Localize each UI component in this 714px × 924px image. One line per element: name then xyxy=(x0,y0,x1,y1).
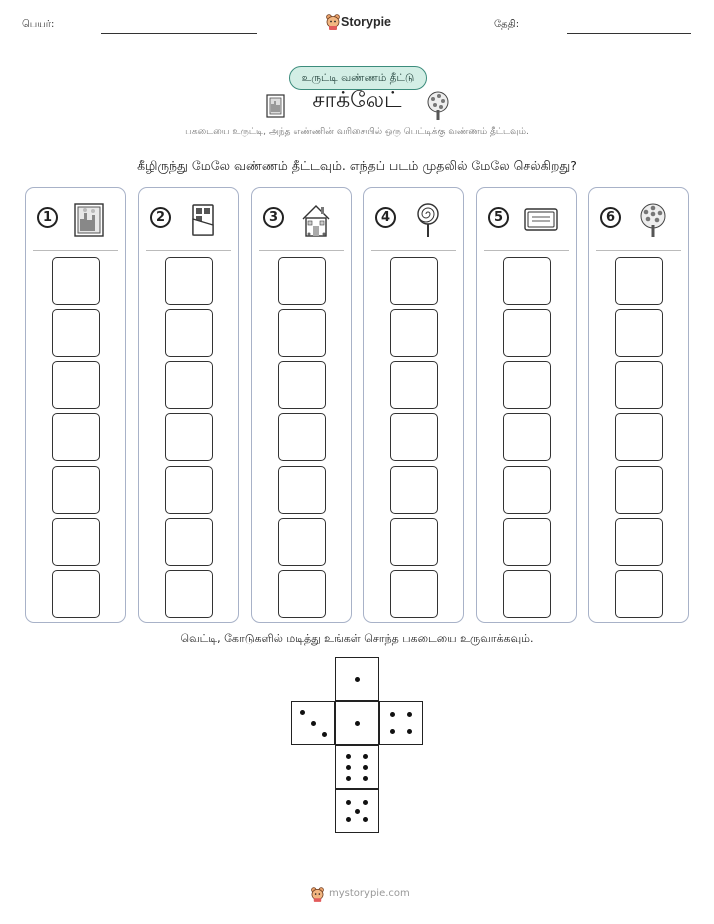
die-pip xyxy=(311,721,316,726)
die-pip xyxy=(300,710,305,715)
lollipop-icon xyxy=(409,201,447,239)
color-box[interactable] xyxy=(278,518,326,566)
color-box[interactable] xyxy=(615,309,663,357)
die-instruction: வெட்டி, கோடுகளில் மடித்து உங்கள் சொந்த பகடையை உருவாக்கவும். xyxy=(180,632,534,645)
die-face-5 xyxy=(335,789,379,833)
color-box[interactable] xyxy=(278,257,326,305)
candy-tree-icon xyxy=(634,201,672,239)
color-box[interactable] xyxy=(615,518,663,566)
page-title: சாக்லேட் xyxy=(312,88,402,113)
die-pip xyxy=(346,754,351,759)
die-pip xyxy=(322,732,327,737)
column-divider xyxy=(596,250,681,251)
name-label: பெயர்: xyxy=(22,19,55,30)
chocolate-bar-icon xyxy=(184,201,222,239)
color-box[interactable] xyxy=(278,309,326,357)
color-box[interactable] xyxy=(165,413,213,461)
die-pip xyxy=(363,817,368,822)
column-divider xyxy=(371,250,456,251)
color-box[interactable] xyxy=(390,309,438,357)
column-number: 1 xyxy=(37,207,58,228)
die-pip xyxy=(390,712,395,717)
color-box[interactable] xyxy=(52,257,100,305)
color-box[interactable] xyxy=(165,361,213,409)
color-box[interactable] xyxy=(165,518,213,566)
color-box[interactable] xyxy=(390,257,438,305)
color-box[interactable] xyxy=(503,570,551,618)
color-box[interactable] xyxy=(503,466,551,514)
column-divider xyxy=(146,250,231,251)
column-number: 4 xyxy=(375,207,396,228)
golden-ticket-icon xyxy=(522,201,560,239)
die-face-1 xyxy=(335,657,379,701)
column-number: 5 xyxy=(488,207,509,228)
footer-site: mystorypie.com xyxy=(329,888,410,899)
color-box[interactable] xyxy=(165,466,213,514)
color-box[interactable] xyxy=(503,518,551,566)
color-box[interactable] xyxy=(52,518,100,566)
die-pip xyxy=(390,729,395,734)
color-box[interactable] xyxy=(52,309,100,357)
column-divider xyxy=(484,250,569,251)
die-pip xyxy=(355,677,360,682)
die-pip xyxy=(363,765,368,770)
date-label: தேதி: xyxy=(494,19,520,30)
color-box[interactable] xyxy=(503,413,551,461)
question: கீழிருந்து மேலே வண்ணம் தீட்டவும். எந்தப் படம் முதலில் மேலே செல்கிறது? xyxy=(137,158,577,173)
color-box[interactable] xyxy=(390,413,438,461)
color-box[interactable] xyxy=(52,570,100,618)
storypie-mascot-icon xyxy=(326,14,340,30)
die-pip xyxy=(355,721,360,726)
color-box[interactable] xyxy=(615,257,663,305)
die-pip xyxy=(346,817,351,822)
brand-logo xyxy=(326,13,392,31)
color-box[interactable] xyxy=(390,466,438,514)
color-box[interactable] xyxy=(390,570,438,618)
column-6 xyxy=(588,187,689,623)
color-box[interactable] xyxy=(165,570,213,618)
column-number: 2 xyxy=(150,207,171,228)
color-box[interactable] xyxy=(165,257,213,305)
color-box[interactable] xyxy=(278,361,326,409)
color-box[interactable] xyxy=(52,413,100,461)
color-box[interactable] xyxy=(390,518,438,566)
die-pip xyxy=(355,809,360,814)
tree-icon xyxy=(424,91,452,121)
die-face-1 xyxy=(335,701,379,745)
book-icon xyxy=(265,93,287,119)
die-pip xyxy=(407,712,412,717)
footer xyxy=(0,885,714,905)
color-box[interactable] xyxy=(278,466,326,514)
color-box[interactable] xyxy=(615,466,663,514)
color-box[interactable] xyxy=(165,309,213,357)
color-box[interactable] xyxy=(503,361,551,409)
column-divider xyxy=(259,250,344,251)
brand-name: Storypie xyxy=(341,15,392,29)
die-pip xyxy=(363,754,368,759)
chocolate-factory-book-icon xyxy=(71,201,109,239)
column-4 xyxy=(363,187,464,623)
die-pip xyxy=(363,800,368,805)
column-5 xyxy=(476,187,577,623)
color-box[interactable] xyxy=(52,361,100,409)
color-box[interactable] xyxy=(278,413,326,461)
column-3 xyxy=(251,187,352,623)
die-pip xyxy=(407,729,412,734)
color-box[interactable] xyxy=(278,570,326,618)
column-number: 3 xyxy=(263,207,284,228)
name-line xyxy=(101,33,257,34)
color-box[interactable] xyxy=(615,570,663,618)
instructions: பகடையை உருட்டி, அந்த எண்ணின் வரிசையில் ஒரு பெட்டிக்கு வண்ணம் தீட்டவும். xyxy=(185,127,529,137)
date-line xyxy=(567,33,691,34)
color-box[interactable] xyxy=(615,361,663,409)
die-pip xyxy=(363,776,368,781)
candy-house-icon xyxy=(297,201,335,239)
storypie-mascot-icon xyxy=(311,887,324,902)
column-1 xyxy=(25,187,126,623)
die-face-6 xyxy=(335,745,379,789)
column-2 xyxy=(138,187,239,623)
color-box[interactable] xyxy=(52,466,100,514)
die-face-3 xyxy=(291,701,335,745)
color-box[interactable] xyxy=(390,361,438,409)
activity-badge: உருட்டி வண்ணம் தீட்டு xyxy=(289,66,427,90)
die-pip xyxy=(346,800,351,805)
color-box[interactable] xyxy=(503,257,551,305)
column-number: 6 xyxy=(600,207,621,228)
die-pip xyxy=(346,776,351,781)
column-divider xyxy=(33,250,118,251)
die-face-4 xyxy=(379,701,423,745)
color-box[interactable] xyxy=(503,309,551,357)
color-box[interactable] xyxy=(615,413,663,461)
die-pip xyxy=(346,765,351,770)
